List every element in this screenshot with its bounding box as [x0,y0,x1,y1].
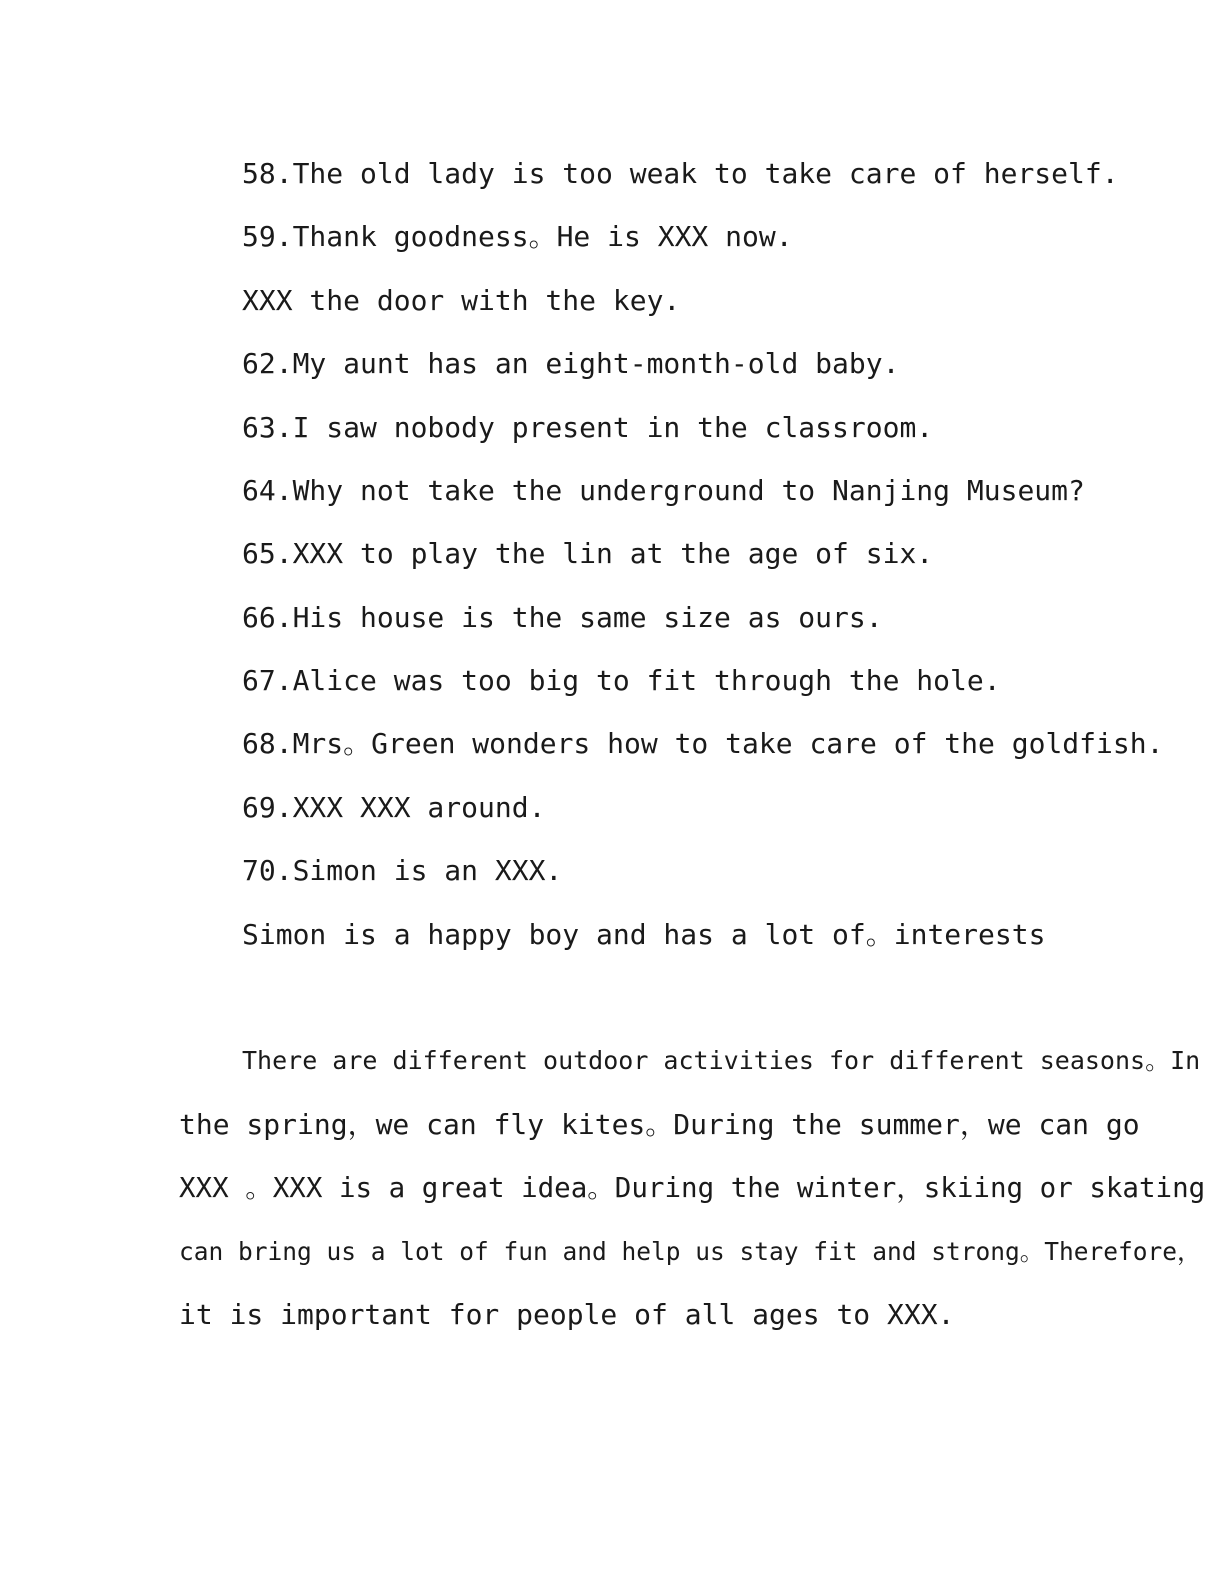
answer-line-63: 63.I saw nobody present in the classroom. [242,411,934,444]
answer-line-68: 68.Mrs。Green wonders how to take care of the goldfish. [242,727,1164,760]
essay-line-2: the spring，we can fly kites。During the summer，we can go [179,1108,1140,1141]
answer-line-62: 62.My aunt has an eight-month-old baby. [242,347,900,380]
essay-line-4: can bring us a lot of fun and help us stay fit and strong。Therefore， [179,1237,1202,1266]
answer-line-66: 66.His house is the same size as ours. [242,601,883,634]
essay-line-5: it is important for people of all ages to XXX. [179,1298,955,1331]
answer-line-65: 65.XXX to play the lin at the age of six. [242,537,934,570]
essay-line-3: XXX 。XXX is a great idea。During the winter，skiing or skating [179,1172,1206,1204]
answer-line-58: 58.The old lady is too weak to take care of herself. [242,157,1119,190]
answer-line-60-61: XXX the door with the key. [242,284,681,317]
answer-line-64: 64.Why not take the underground to Nanjing Museum? [242,474,1085,507]
essay-line-1: There are different outdoor activities for different seasons。In [242,1046,1201,1075]
answer-line-67: 67.Alice was too big to fit through the hole. [242,664,1001,697]
answer-line-summary: Simon is a happy boy and has a lot of。interests [242,918,1046,951]
answer-line-69: 69.XXX XXX around. [242,791,546,824]
answer-line-70: 70.Simon is an XXX. [242,854,563,887]
answer-line-59: 59.Thank goodness。He is XXX now. [242,220,793,253]
